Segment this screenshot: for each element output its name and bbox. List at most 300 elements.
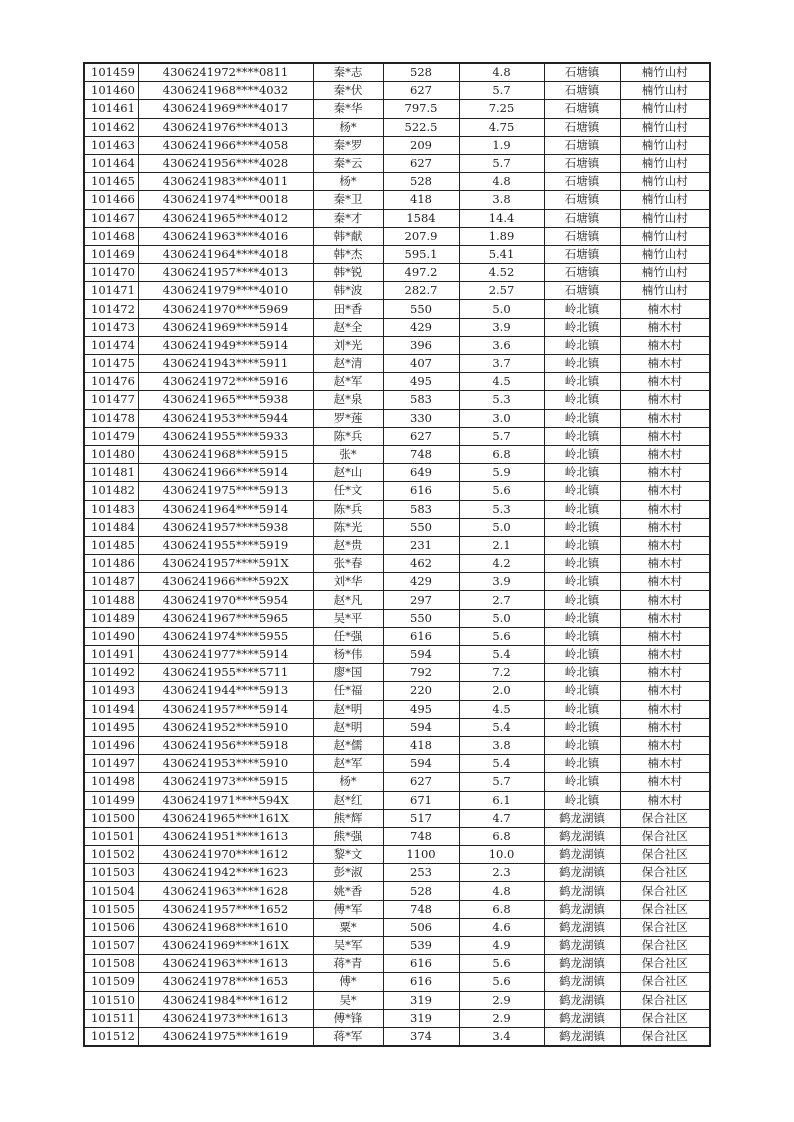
town-cell: 岭北镇 [544, 718, 620, 736]
village-cell: 楠竹山村 [620, 209, 710, 227]
town-cell: 岭北镇 [544, 336, 620, 354]
village-cell: 楠木村 [620, 646, 710, 664]
amount-cell: 616 [383, 482, 459, 500]
amount-cell: 627 [383, 154, 459, 172]
quantity-cell: 4.8 [459, 882, 544, 900]
table-row [84, 882, 710, 900]
table-row [84, 918, 710, 936]
id-number-cell: 4306241973****5915 [138, 773, 313, 791]
id-number-cell: 4306241956****4028 [138, 154, 313, 172]
table-row [84, 482, 710, 500]
table-row [84, 391, 710, 409]
name-cell: 陈*光 [313, 518, 383, 536]
village-cell: 保合社区 [620, 864, 710, 882]
town-cell: 鹤龙湖镇 [544, 1009, 620, 1027]
table-row [84, 700, 710, 718]
table-row [84, 373, 710, 391]
name-cell: 刘*华 [313, 573, 383, 591]
serial-cell: 101468 [84, 227, 138, 245]
town-cell: 鹤龙湖镇 [544, 882, 620, 900]
name-cell: 秦*伏 [313, 82, 383, 100]
name-cell: 杨* [313, 173, 383, 191]
name-cell: 赵*贵 [313, 536, 383, 554]
serial-cell: 101467 [84, 209, 138, 227]
town-cell: 岭北镇 [544, 464, 620, 482]
id-number-cell: 4306241966****5914 [138, 464, 313, 482]
village-cell: 楠木村 [620, 573, 710, 591]
serial-cell: 101498 [84, 773, 138, 791]
village-cell: 楠竹山村 [620, 264, 710, 282]
town-cell: 岭北镇 [544, 591, 620, 609]
serial-cell: 101485 [84, 536, 138, 554]
town-cell: 石塘镇 [544, 209, 620, 227]
town-cell: 岭北镇 [544, 500, 620, 518]
table-row [84, 900, 710, 918]
quantity-cell: 4.9 [459, 937, 544, 955]
town-cell: 岭北镇 [544, 646, 620, 664]
quantity-cell: 2.3 [459, 864, 544, 882]
table-row [84, 518, 710, 536]
quantity-cell: 5.7 [459, 427, 544, 445]
serial-cell: 101495 [84, 718, 138, 736]
serial-cell: 101511 [84, 1009, 138, 1027]
name-cell: 秦*才 [313, 209, 383, 227]
quantity-cell: 2.9 [459, 991, 544, 1009]
village-cell: 保合社区 [620, 882, 710, 900]
name-cell: 杨*伟 [313, 646, 383, 664]
id-number-cell: 4306241957****591X [138, 555, 313, 573]
id-number-cell: 4306241983****4011 [138, 173, 313, 191]
table-row [84, 809, 710, 827]
town-cell: 岭北镇 [544, 482, 620, 500]
village-cell: 楠木村 [620, 464, 710, 482]
table-row [84, 846, 710, 864]
village-cell: 楠竹山村 [620, 227, 710, 245]
amount-cell: 330 [383, 409, 459, 427]
name-cell: 吴*军 [313, 937, 383, 955]
town-cell: 岭北镇 [544, 609, 620, 627]
table-row [84, 464, 710, 482]
table-row [84, 1027, 710, 1046]
table-row [84, 100, 710, 118]
table-row [84, 500, 710, 518]
village-cell: 保合社区 [620, 973, 710, 991]
town-cell: 石塘镇 [544, 63, 620, 82]
quantity-cell: 3.6 [459, 336, 544, 354]
town-cell: 岭北镇 [544, 736, 620, 754]
name-cell: 傅*锋 [313, 1009, 383, 1027]
serial-cell: 101510 [84, 991, 138, 1009]
quantity-cell: 1.9 [459, 136, 544, 154]
amount-cell: 627 [383, 773, 459, 791]
village-cell: 楠木村 [620, 373, 710, 391]
serial-cell: 101500 [84, 809, 138, 827]
name-cell: 赵*清 [313, 355, 383, 373]
village-cell: 保合社区 [620, 918, 710, 936]
serial-cell: 101487 [84, 573, 138, 591]
quantity-cell: 5.0 [459, 609, 544, 627]
town-cell: 石塘镇 [544, 173, 620, 191]
id-number-cell: 4306241966****4058 [138, 136, 313, 154]
town-cell: 岭北镇 [544, 355, 620, 373]
name-cell: 赵*凡 [313, 591, 383, 609]
serial-cell: 101473 [84, 318, 138, 336]
village-cell: 楠竹山村 [620, 191, 710, 209]
amount-cell: 583 [383, 500, 459, 518]
amount-cell: 220 [383, 682, 459, 700]
serial-cell: 101505 [84, 900, 138, 918]
id-number-cell: 4306241968****4032 [138, 82, 313, 100]
table-row [84, 791, 710, 809]
id-number-cell: 4306241975****1619 [138, 1027, 313, 1046]
amount-cell: 748 [383, 827, 459, 845]
quantity-cell: 4.2 [459, 555, 544, 573]
quantity-cell: 6.8 [459, 900, 544, 918]
table-row [84, 264, 710, 282]
amount-cell: 207.9 [383, 227, 459, 245]
serial-cell: 101488 [84, 591, 138, 609]
table-row [84, 627, 710, 645]
village-cell: 保合社区 [620, 955, 710, 973]
serial-cell: 101469 [84, 245, 138, 263]
amount-cell: 1584 [383, 209, 459, 227]
name-cell: 赵*军 [313, 755, 383, 773]
town-cell: 石塘镇 [544, 245, 620, 263]
name-cell: 熊*辉 [313, 809, 383, 827]
serial-cell: 101497 [84, 755, 138, 773]
amount-cell: 517 [383, 809, 459, 827]
id-number-cell: 4306241970****1612 [138, 846, 313, 864]
id-number-cell: 4306241957****1652 [138, 900, 313, 918]
amount-cell: 319 [383, 1009, 459, 1027]
town-cell: 石塘镇 [544, 118, 620, 136]
village-cell: 楠木村 [620, 427, 710, 445]
amount-cell: 297 [383, 591, 459, 609]
name-cell: 蒋*青 [313, 955, 383, 973]
serial-cell: 101508 [84, 955, 138, 973]
village-cell: 楠木村 [620, 718, 710, 736]
amount-cell: 792 [383, 664, 459, 682]
serial-cell: 101475 [84, 355, 138, 373]
amount-cell: 748 [383, 445, 459, 463]
village-cell: 楠木村 [620, 391, 710, 409]
table-row [84, 973, 710, 991]
town-cell: 鹤龙湖镇 [544, 955, 620, 973]
quantity-cell: 5.3 [459, 500, 544, 518]
quantity-cell: 5.41 [459, 245, 544, 263]
amount-cell: 528 [383, 882, 459, 900]
town-cell: 鹤龙湖镇 [544, 900, 620, 918]
name-cell: 韩*锐 [313, 264, 383, 282]
quantity-cell: 4.6 [459, 918, 544, 936]
id-number-cell: 4306241964****5914 [138, 500, 313, 518]
serial-cell: 101481 [84, 464, 138, 482]
id-number-cell: 4306241972****0811 [138, 63, 313, 82]
serial-cell: 101461 [84, 100, 138, 118]
amount-cell: 522.5 [383, 118, 459, 136]
id-number-cell: 4306241956****5918 [138, 736, 313, 754]
name-cell: 赵*泉 [313, 391, 383, 409]
name-cell: 韩*杰 [313, 245, 383, 263]
serial-cell: 101471 [84, 282, 138, 300]
table-row [84, 318, 710, 336]
name-cell: 赵*红 [313, 791, 383, 809]
table-row [84, 773, 710, 791]
town-cell: 石塘镇 [544, 264, 620, 282]
town-cell: 鹤龙湖镇 [544, 809, 620, 827]
table-row [84, 955, 710, 973]
village-cell: 楠木村 [620, 536, 710, 554]
serial-cell: 101478 [84, 409, 138, 427]
village-cell: 楠木村 [620, 318, 710, 336]
id-number-cell: 4306241978****1653 [138, 973, 313, 991]
data-table [83, 62, 711, 1047]
amount-cell: 407 [383, 355, 459, 373]
village-cell: 保合社区 [620, 1009, 710, 1027]
amount-cell: 627 [383, 427, 459, 445]
quantity-cell: 5.9 [459, 464, 544, 482]
quantity-cell: 2.1 [459, 536, 544, 554]
amount-cell: 497.2 [383, 264, 459, 282]
town-cell: 岭北镇 [544, 664, 620, 682]
amount-cell: 418 [383, 191, 459, 209]
name-cell: 吴*平 [313, 609, 383, 627]
name-cell: 赵*明 [313, 700, 383, 718]
town-cell: 岭北镇 [544, 445, 620, 463]
village-cell: 楠木村 [620, 755, 710, 773]
village-cell: 楠竹山村 [620, 82, 710, 100]
amount-cell: 506 [383, 918, 459, 936]
amount-cell: 748 [383, 900, 459, 918]
quantity-cell: 5.4 [459, 718, 544, 736]
quantity-cell: 5.0 [459, 300, 544, 318]
id-number-cell: 4306241951****1613 [138, 827, 313, 845]
quantity-cell: 6.8 [459, 827, 544, 845]
amount-cell: 594 [383, 646, 459, 664]
amount-cell: 253 [383, 864, 459, 882]
amount-cell: 616 [383, 955, 459, 973]
town-cell: 岭北镇 [544, 318, 620, 336]
village-cell: 保合社区 [620, 900, 710, 918]
serial-cell: 101499 [84, 791, 138, 809]
village-cell: 楠木村 [620, 482, 710, 500]
serial-cell: 101480 [84, 445, 138, 463]
town-cell: 岭北镇 [544, 536, 620, 554]
quantity-cell: 6.1 [459, 791, 544, 809]
serial-cell: 101466 [84, 191, 138, 209]
quantity-cell: 6.8 [459, 445, 544, 463]
id-number-cell: 4306241957****4013 [138, 264, 313, 282]
town-cell: 鹤龙湖镇 [544, 827, 620, 845]
amount-cell: 231 [383, 536, 459, 554]
village-cell: 楠竹山村 [620, 100, 710, 118]
id-number-cell: 4306241957****5938 [138, 518, 313, 536]
village-cell: 楠竹山村 [620, 63, 710, 82]
id-number-cell: 4306241965****5938 [138, 391, 313, 409]
town-cell: 石塘镇 [544, 136, 620, 154]
table-row [84, 682, 710, 700]
serial-cell: 101464 [84, 154, 138, 172]
quantity-cell: 3.8 [459, 191, 544, 209]
amount-cell: 550 [383, 300, 459, 318]
amount-cell: 594 [383, 718, 459, 736]
town-cell: 岭北镇 [544, 755, 620, 773]
village-cell: 楠木村 [620, 627, 710, 645]
name-cell: 赵*儒 [313, 736, 383, 754]
table-row [84, 191, 710, 209]
table-row [84, 173, 710, 191]
town-cell: 鹤龙湖镇 [544, 937, 620, 955]
name-cell: 韩*波 [313, 282, 383, 300]
village-cell: 楠木村 [620, 555, 710, 573]
serial-cell: 101490 [84, 627, 138, 645]
name-cell: 秦*卫 [313, 191, 383, 209]
table-row [84, 991, 710, 1009]
amount-cell: 495 [383, 700, 459, 718]
amount-cell: 282.7 [383, 282, 459, 300]
id-number-cell: 4306241966****592X [138, 573, 313, 591]
name-cell: 任*强 [313, 627, 383, 645]
quantity-cell: 3.9 [459, 318, 544, 336]
table-row [84, 755, 710, 773]
table-row [84, 555, 710, 573]
id-number-cell: 4306241953****5944 [138, 409, 313, 427]
amount-cell: 429 [383, 318, 459, 336]
amount-cell: 462 [383, 555, 459, 573]
id-number-cell: 4306241963****1628 [138, 882, 313, 900]
id-number-cell: 4306241970****5969 [138, 300, 313, 318]
quantity-cell: 1.89 [459, 227, 544, 245]
quantity-cell: 5.7 [459, 154, 544, 172]
town-cell: 鹤龙湖镇 [544, 864, 620, 882]
name-cell: 赵*军 [313, 373, 383, 391]
amount-cell: 209 [383, 136, 459, 154]
quantity-cell: 5.6 [459, 482, 544, 500]
id-number-cell: 4306241969****4017 [138, 100, 313, 118]
id-number-cell: 4306241973****1613 [138, 1009, 313, 1027]
serial-cell: 101472 [84, 300, 138, 318]
id-number-cell: 4306241967****5965 [138, 609, 313, 627]
town-cell: 鹤龙湖镇 [544, 1027, 620, 1046]
name-cell: 粟* [313, 918, 383, 936]
table-row [84, 427, 710, 445]
quantity-cell: 4.8 [459, 63, 544, 82]
serial-cell: 101486 [84, 555, 138, 573]
name-cell: 熊*强 [313, 827, 383, 845]
id-number-cell: 4306241979****4010 [138, 282, 313, 300]
id-number-cell: 4306241949****5914 [138, 336, 313, 354]
id-number-cell: 4306241968****1610 [138, 918, 313, 936]
serial-cell: 101470 [84, 264, 138, 282]
village-cell: 楠木村 [620, 336, 710, 354]
id-number-cell: 4306241969****161X [138, 937, 313, 955]
amount-cell: 550 [383, 518, 459, 536]
amount-cell: 319 [383, 991, 459, 1009]
table-row [84, 227, 710, 245]
quantity-cell: 7.2 [459, 664, 544, 682]
town-cell: 石塘镇 [544, 154, 620, 172]
id-number-cell: 4306241955****5711 [138, 664, 313, 682]
amount-cell: 374 [383, 1027, 459, 1046]
quantity-cell: 3.9 [459, 573, 544, 591]
serial-cell: 101493 [84, 682, 138, 700]
quantity-cell: 5.0 [459, 518, 544, 536]
id-number-cell: 4306241942****1623 [138, 864, 313, 882]
quantity-cell: 5.6 [459, 955, 544, 973]
table-row [84, 245, 710, 263]
id-number-cell: 4306241964****4018 [138, 245, 313, 263]
id-number-cell: 4306241965****161X [138, 809, 313, 827]
id-number-cell: 4306241984****1612 [138, 991, 313, 1009]
table-row [84, 1009, 710, 1027]
town-cell: 鹤龙湖镇 [544, 973, 620, 991]
town-cell: 岭北镇 [544, 300, 620, 318]
name-cell: 秦*华 [313, 100, 383, 118]
id-number-cell: 4306241955****5933 [138, 427, 313, 445]
quantity-cell: 5.3 [459, 391, 544, 409]
town-cell: 石塘镇 [544, 82, 620, 100]
serial-cell: 101462 [84, 118, 138, 136]
table-row [84, 300, 710, 318]
table-row [84, 118, 710, 136]
village-cell: 楠木村 [620, 791, 710, 809]
id-number-cell: 4306241963****1613 [138, 955, 313, 973]
quantity-cell: 4.7 [459, 809, 544, 827]
id-number-cell: 4306241957****5914 [138, 700, 313, 718]
serial-cell: 101496 [84, 736, 138, 754]
table-row [84, 646, 710, 664]
village-cell: 保合社区 [620, 1027, 710, 1046]
amount-cell: 495 [383, 373, 459, 391]
id-number-cell: 4306241976****4013 [138, 118, 313, 136]
town-cell: 岭北镇 [544, 555, 620, 573]
id-number-cell: 4306241968****5915 [138, 445, 313, 463]
village-cell: 楠木村 [620, 409, 710, 427]
name-cell: 秦*罗 [313, 136, 383, 154]
village-cell: 楠木村 [620, 355, 710, 373]
town-cell: 石塘镇 [544, 227, 620, 245]
table-row [84, 154, 710, 172]
name-cell: 任*福 [313, 682, 383, 700]
quantity-cell: 5.7 [459, 773, 544, 791]
amount-cell: 595.1 [383, 245, 459, 263]
amount-cell: 429 [383, 573, 459, 591]
serial-cell: 101506 [84, 918, 138, 936]
name-cell: 黎*文 [313, 846, 383, 864]
table-row [84, 336, 710, 354]
quantity-cell: 3.4 [459, 1027, 544, 1046]
quantity-cell: 3.7 [459, 355, 544, 373]
quantity-cell: 2.0 [459, 682, 544, 700]
quantity-cell: 2.7 [459, 591, 544, 609]
town-cell: 岭北镇 [544, 409, 620, 427]
village-cell: 楠竹山村 [620, 173, 710, 191]
serial-cell: 101460 [84, 82, 138, 100]
quantity-cell: 5.4 [459, 646, 544, 664]
serial-cell: 101509 [84, 973, 138, 991]
serial-cell: 101483 [84, 500, 138, 518]
id-number-cell: 4306241977****5914 [138, 646, 313, 664]
quantity-cell: 4.5 [459, 373, 544, 391]
town-cell: 石塘镇 [544, 100, 620, 118]
name-cell: 廖*国 [313, 664, 383, 682]
town-cell: 石塘镇 [544, 191, 620, 209]
id-number-cell: 4306241975****5913 [138, 482, 313, 500]
table-row [84, 536, 710, 554]
quantity-cell: 3.8 [459, 736, 544, 754]
serial-cell: 101474 [84, 336, 138, 354]
quantity-cell: 5.6 [459, 973, 544, 991]
